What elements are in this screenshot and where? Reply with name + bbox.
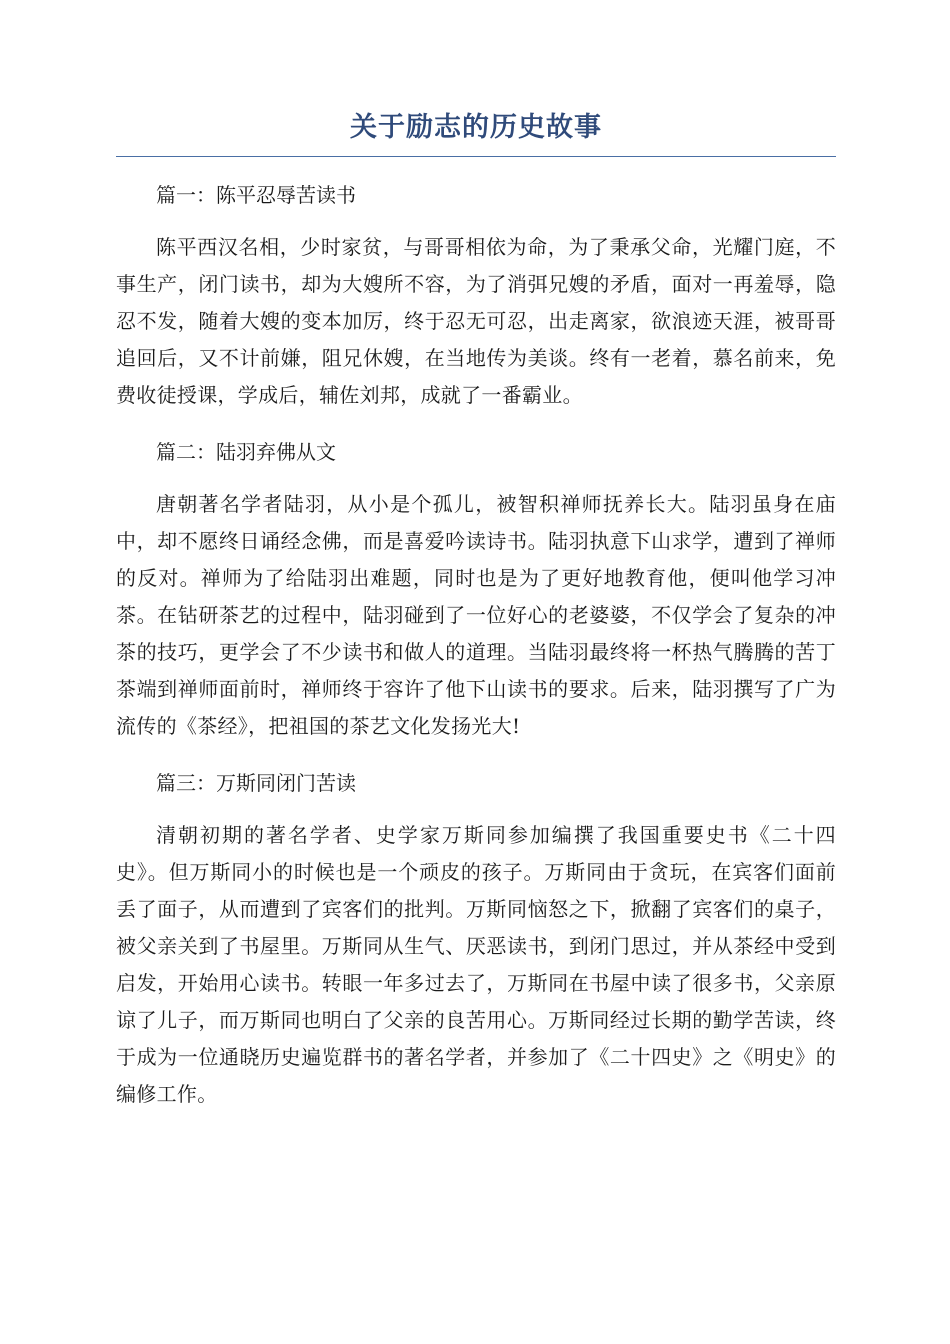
section-paragraph: 陈平西汉名相，少时家贫，与哥哥相依为命，为了秉承父命，光耀门庭，不事生产，闭门读书，却为大嫂所不容，为了消弭兄嫂的矛盾，面对一再羞辱，隐忍不发，随着大嫂的变本加厉，终于忍无可忍，出走离家，欲浪迹天涯，被哥哥追回后，又不计前嫌，阻兄休嫂，在当地传为美谈。终有一老着，慕名前来，免费收徒授课，学成后，辅佐刘邦，成就了一番霸业。: [116, 235, 836, 407]
section-heading: 篇一：陈平忍辱苦读书: [156, 183, 356, 207]
section-paragraph: 清朝初期的著名学者、史学家万斯同参加编撰了我国重要史书《二十四史》。但万斯同小的时候也是一个顽皮的孩子。万斯同由于贪玩，在宾客们面前丢了面子，从而遭到了宾客们的批判。万斯同恼怒之下，掀翻了宾客们的桌子，被父亲关到了书屋里。万斯同从生气、厌恶读书，到闭门思过，并从茶经中受到启发，开始用心读书。转眼一年多过去了，万斯同在书屋中读了很多书，父亲原谅了儿子，而万斯同也明白了父亲的良苦用心。万斯同经过长期的勤学苦读，终于成为一位通晓历史遍览群书的著名学者，并参加了《二十四史》之《明史》的编修工作。: [116, 823, 836, 1106]
section-1: [116, 177, 836, 414]
section-paragraph: 唐朝著名学者陆羽，从小是个孤儿，被智积禅师抚养长大。陆羽虽身在庙中，却不愿终日诵经念佛，而是喜爱吟读诗书。陆羽执意下山求学，遭到了禅师的反对。禅师为了给陆羽出难题，同时也是为了更好地教育他，便叫他学习冲茶。在钻研茶艺的过程中，陆羽碰到了一位好心的老婆婆，不仅学会了复杂的冲茶的技巧，更学会了不少读书和做人的道理。当陆羽最终将一杯热气腾腾的苦丁茶端到禅师面前时，禅师终于容许了他下山读书的要求。后来，陆羽撰写了广为流传的《茶经》，把祖国的茶艺文化发扬光大!: [116, 492, 836, 738]
section-heading: 篇三：万斯同闭门苦读: [156, 771, 356, 795]
section-heading: 篇二：陆羽弃佛从文: [156, 440, 336, 464]
document-page: [116, 108, 836, 1113]
section-2: [116, 434, 836, 745]
document-title: 关于励志的历史故事: [116, 108, 836, 157]
section-3: [116, 765, 836, 1113]
